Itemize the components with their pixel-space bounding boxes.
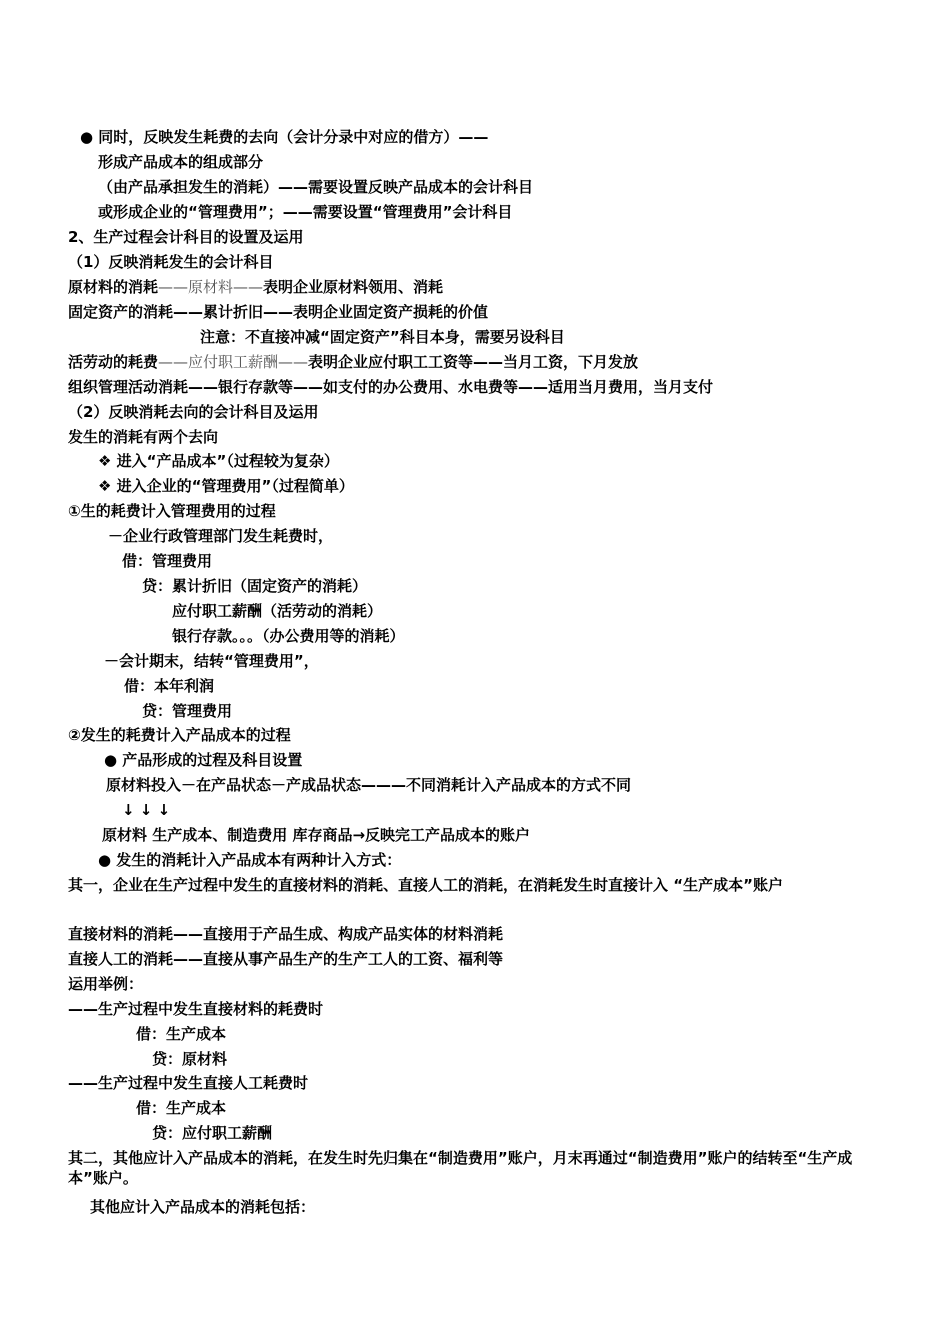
text-line: ②发生的耗费计入产品成本的过程 xyxy=(68,726,291,744)
journal-entry-line: 借：管理费用 xyxy=(122,552,213,570)
text-line: 其他应计入产品成本的消耗包括： xyxy=(90,1198,316,1216)
text-line: 发生的消耗有两个去向 xyxy=(68,428,219,446)
text-line: 固定资产的消耗——累计折旧——表明企业固定资产损耗的价值 xyxy=(68,303,489,321)
text-line: －企业行政管理部门发生耗费时， xyxy=(108,527,334,545)
list-item: ❖ 进入企业的“管理费用”（过程简单） xyxy=(98,477,354,495)
text-line: 形成产品成本的组成部分 xyxy=(98,153,264,171)
section-heading: 2、生产过程会计科目的设置及运用 xyxy=(68,228,304,246)
note-line: 注意：不直接冲减“固定资产”科目本身，需要另设科目 xyxy=(200,328,565,346)
text-line: 或形成企业的“管理费用”；——需要设置“管理费用”会计科目 xyxy=(98,203,513,221)
text-line: ● 同时，反映发生耗费的去向（会计分录中对应的借方）—— xyxy=(80,128,489,146)
text-line: －会计期末，结转“管理费用”， xyxy=(104,652,319,670)
journal-entry-line: 贷：原材料 xyxy=(152,1050,228,1068)
text-line: ——生产过程中发生直接材料的耗费时 xyxy=(68,1000,324,1018)
text-line: （由产品承担发生的消耗）——需要设置反映产品成本的会计科目 xyxy=(98,178,534,196)
text-line: 原材料 生产成本、制造费用 库存商品→反映完工产品成本的账户 xyxy=(102,826,531,844)
text-line xyxy=(68,352,638,372)
text-line: 组织管理活动消耗——银行存款等——如支付的办公费用、水电费等——适用当月费用，当月支付 xyxy=(68,378,714,396)
journal-entry-line: 贷：累计折旧（固定资产的消耗） xyxy=(142,577,368,595)
paragraph: 其一，企业在生产过程中发生的直接材料的消耗、直接人工的消耗，在消耗发生时直接计入 “生产成本”账户 xyxy=(68,876,783,894)
subsection-heading: （1）反映消耗发生的会计科目 xyxy=(68,253,274,271)
text-line: 直接材料的消耗——直接用于产品生成、构成产品实体的材料消耗 xyxy=(68,925,504,943)
journal-entry-line: 贷：管理费用 xyxy=(142,702,233,720)
text-segment: 表明企业原材料领用、消耗 xyxy=(263,278,444,296)
text-line: 原材料投入－在产品状态－产成品状态———不同消耗计入产品成本的方式不同 xyxy=(106,776,632,794)
text-segment-gray: ——应付职工薪酬—— xyxy=(158,353,309,371)
text-line: ——生产过程中发生直接人工耗费时 xyxy=(68,1074,309,1092)
subsection-heading: （2）反映消耗去向的会计科目及运用 xyxy=(68,403,319,421)
text-line: 运用举例： xyxy=(68,975,144,993)
text-segment: 表明企业应付职工工资等——当月工资，下月发放 xyxy=(308,353,639,371)
arrow-row: ↓ ↓ ↓ xyxy=(122,801,171,819)
text-line xyxy=(68,277,443,297)
text-segment: 活劳动的耗费 xyxy=(68,353,159,371)
journal-entry-line: 借：本年利润 xyxy=(124,677,215,695)
paragraph: 其二，其他应计入产品成本的消耗，在发生时先归集在“制造费用”账户，月末再通过“制造费用”账户的结转至“生产成本”账户。 xyxy=(68,1149,853,1187)
journal-entry-line: 借：生产成本 xyxy=(136,1099,227,1117)
journal-entry-line: 借：生产成本 xyxy=(136,1025,227,1043)
text-line: 直接人工的消耗——直接从事产品生产的生产工人的工资、福利等 xyxy=(68,950,504,968)
journal-entry-line: 贷：应付职工薪酬 xyxy=(152,1124,273,1142)
journal-entry-line: 应付职工薪酬（活劳动的消耗） xyxy=(172,602,383,620)
list-item: ❖ 进入“产品成本”（过程较为复杂） xyxy=(98,452,339,470)
text-segment-gray: ——原材料—— xyxy=(158,278,264,296)
list-item: ● 产品形成的过程及科目设置 xyxy=(104,751,303,769)
list-item: ● 发生的消耗计入产品成本有两种计入方式： xyxy=(98,851,402,869)
text-segment: 原材料的消耗 xyxy=(68,278,159,296)
text-line: ①生的耗费计入管理费用的过程 xyxy=(68,502,276,520)
journal-entry-line: 银行存款。。。（办公费用等的消耗） xyxy=(172,627,405,645)
